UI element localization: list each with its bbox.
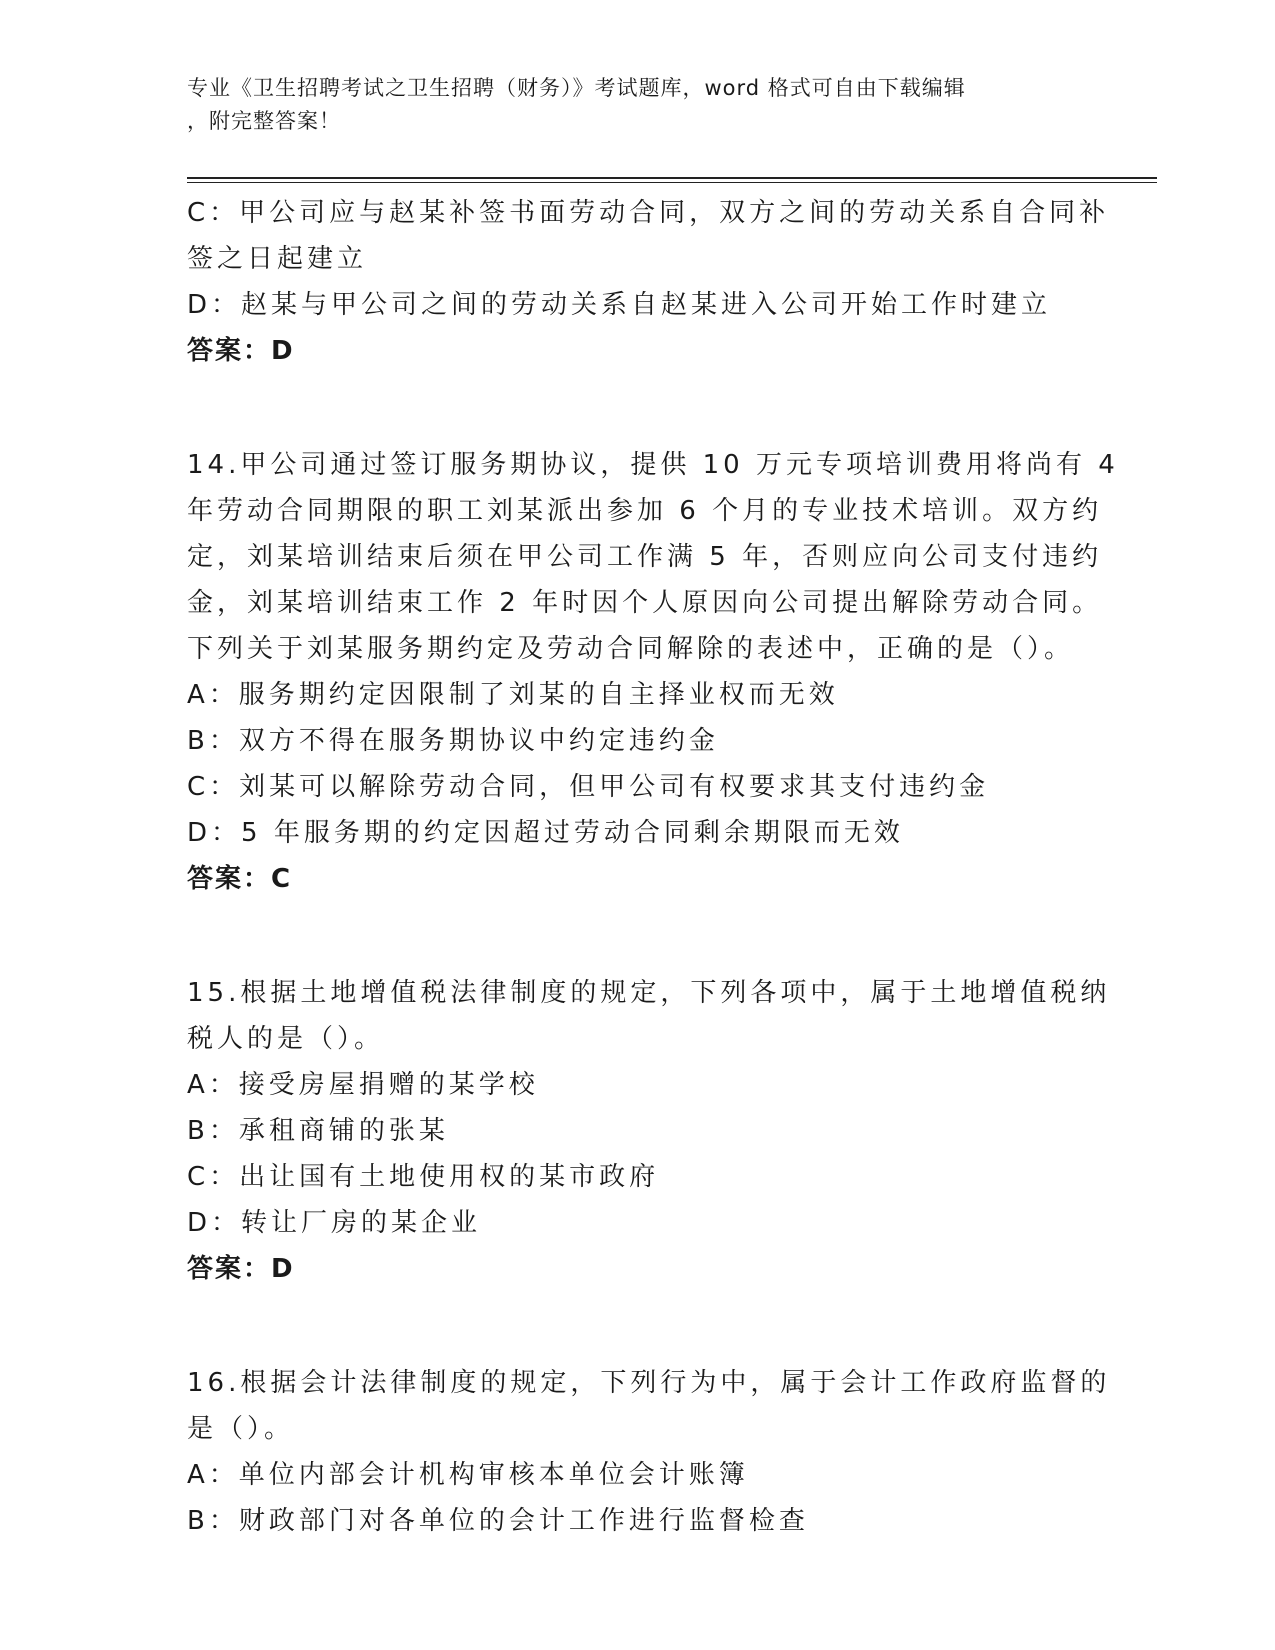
spacer — [187, 1292, 1087, 1360]
question-13-continued — [187, 190, 1110, 374]
option-a: A：接受房屋捐赠的某学校 — [187, 1070, 539, 1100]
header-title-line1: 专业《卫生招聘考试之卫生招聘（财务）》考试题库，word 格式可自由下载编辑 — [187, 76, 966, 100]
question-stem-line: 14.甲公司通过签订服务期协议，提供 10 万元专项培训费用将尚有 4 — [187, 450, 1119, 480]
answer-label: 答案：D — [187, 1254, 295, 1284]
option-d: D：赵某与甲公司之间的劳动关系自赵某进入公司开始工作时建立 — [187, 290, 1052, 320]
option-a: A：服务期约定因限制了刘某的自主择业权而无效 — [187, 680, 839, 710]
question-stem-line: 16.根据会计法律制度的规定，下列行为中，属于会计工作政府监督的 — [187, 1368, 1111, 1398]
question-stem-line: 税人的是（）。 — [187, 1024, 385, 1054]
question-stem-line: 年劳动合同期限的职工刘某派出参加 6 个月的专业技术培训。双方约 — [187, 496, 1103, 526]
option-b: B：财政部门对各单位的会计工作进行监督检查 — [187, 1506, 809, 1536]
option-a: A：单位内部会计机构审核本单位会计账簿 — [187, 1460, 749, 1490]
question-14 — [187, 442, 1119, 902]
option-d: D：5 年服务期的约定因超过劳动合同剩余期限而无效 — [187, 818, 904, 848]
option-c-line1: C：甲公司应与赵某补签书面劳动合同，双方之间的劳动关系自合同补 — [187, 198, 1110, 228]
question-list — [187, 190, 1119, 1544]
option-c-line2: 签之日起建立 — [187, 244, 368, 274]
option-b: B：承租商铺的张某 — [187, 1116, 449, 1146]
option-b: B：双方不得在服务期协议中约定违约金 — [187, 726, 719, 756]
header-divider-thin — [187, 182, 1157, 183]
answer-label: 答案：C — [187, 864, 293, 894]
question-stem-line: 下列关于刘某服务期约定及劳动合同解除的表述中，正确的是（）。 — [187, 634, 1075, 664]
question-15 — [187, 970, 1111, 1292]
question-stem-line: 15.根据土地增值税法律制度的规定，下列各项中，属于土地增值税纳 — [187, 978, 1111, 1008]
option-c: C：出让国有土地使用权的某市政府 — [187, 1162, 660, 1192]
document-header — [187, 72, 1077, 138]
header-title-line2: ，附完整答案！ — [187, 109, 341, 133]
question-16 — [187, 1360, 1111, 1544]
spacer — [187, 374, 1087, 442]
option-d: D：转让厂房的某企业 — [187, 1208, 482, 1238]
question-stem-line: 金，刘某培训结束工作 2 年时因个人原因向公司提出解除劳动合同。 — [187, 588, 1103, 618]
spacer — [187, 902, 1087, 970]
answer-label: 答案：D — [187, 336, 295, 366]
option-c: C：刘某可以解除劳动合同，但甲公司有权要求其支付违约金 — [187, 772, 990, 802]
header-divider-thick — [187, 177, 1157, 179]
question-stem-line: 是（）。 — [187, 1414, 295, 1444]
question-stem-line: 定，刘某培训结束后须在甲公司工作满 5 年，否则应向公司支付违约 — [187, 542, 1103, 572]
